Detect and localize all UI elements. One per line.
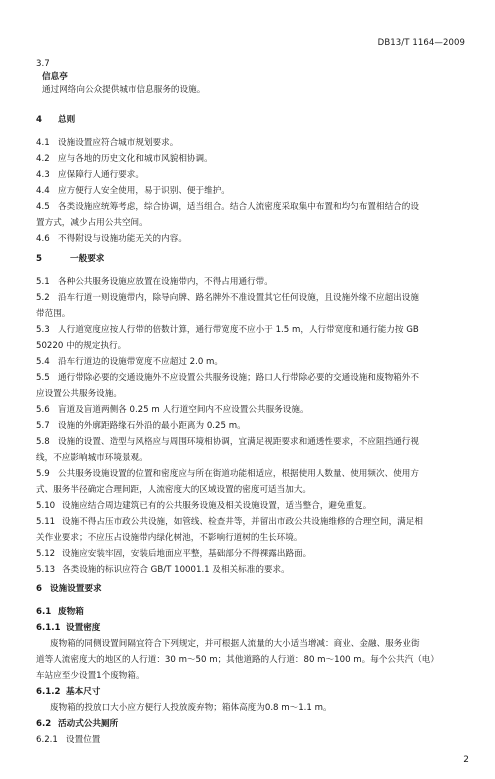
clause-5-11: 5.11 设施不得占压市政公共设施，如管线、检查井等，并留出市政公共设施维修的合理空间，满足相 <box>36 517 423 527</box>
clause-6-2-heading: 6.2 活动式公共厕所 <box>36 719 119 729</box>
clause-4-1: 4.1 设施设置应符合城市规划要求。 <box>36 138 179 148</box>
clause-5-7: 5.7 设施的外廓距路缘石外沿的最小距离为 0.25 m。 <box>36 421 246 431</box>
term-title: 信息亭 <box>42 72 68 82</box>
section-title: 总则 <box>58 115 76 125</box>
clause-4-6: 4.6 不得附设与设施功能无关的内容。 <box>36 234 187 244</box>
clause-5-2: 5.2 沿车行道一则设施带内，除导向牌、路名牌外不准设置其它任何设施，且设施外缘不应超出设施 <box>36 293 419 303</box>
clause-5-9: 5.9 公共服务设施设置的位置和密度应与所在街道功能相适应，根据使用人数量、使用频次、使用方 <box>36 469 419 479</box>
clause-6-1-2-heading: 6.1.2 基本尺寸 <box>36 687 101 697</box>
clause-5-13: 5.13 各类设施的标识应符合 GB/T 10001.1 及相关标准的要求。 <box>36 565 290 575</box>
clause-5-3: 5.3 人行道宽度应按人行带的倍数计算，通行带宽度不应小于 1.5 m，人行带宽度和通行能力按 GB <box>36 325 419 335</box>
clause-5-2-cont: 带范围。 <box>36 309 71 319</box>
clause-5-11-cont: 关作业要求；不应压占设施带内绿化树池，不影响行道树的生长环境。 <box>36 533 303 543</box>
section-6-heading: 6 设施设置要求 <box>36 584 102 594</box>
clause-5-10: 5.10 设施应结合周边建筑已有的公共服务设施及相关设施设置，适当整合，避免重复。 <box>36 501 372 511</box>
clause-6-1-2-text: 废物箱的投放口大小应方便行人投放废弃物；箱体高度为0.8 m～1.1 m。 <box>50 703 332 713</box>
clause-4-3: 4.3 应保障行人通行要求。 <box>36 170 144 180</box>
clause-5-1: 5.1 各种公共服务设施应放置在设施带内，不得占用通行带。 <box>36 277 273 287</box>
clause-5-12: 5.12 设施应安装牢固，安装后地面应平整，基础部分不得裸露出路面。 <box>36 549 312 559</box>
clause-4-2: 4.2 应与各地的历史文化和城市风貌相协调。 <box>36 154 213 164</box>
section-title: 一般要求 <box>70 254 105 264</box>
clause-4-4: 4.4 应方便行人安全使用，易于识别、便于维护。 <box>36 186 230 196</box>
section-6-body <box>36 606 467 747</box>
clause-number: 3.7 <box>36 59 50 69</box>
clause-5-9-cont: 式、服务半径确定合理间距，人流密度大的区域设置的密度可适当加大。 <box>36 485 312 495</box>
standard-code-header: DB13/T 1164—2009 <box>377 38 465 48</box>
clause-6-1-heading: 6.1 废物箱 <box>36 607 84 617</box>
section-5-heading: 5 一般要求 <box>36 254 105 264</box>
clause-6-1-1-text: 废物箱的同侧设置间隔宜符合下列规定，并可根据人流量的大小适当增减：商业、金融、服务业街 <box>50 639 420 649</box>
clause-5-5: 5.5 通行带除必要的交通设施外不应设置公共服务设施；路口人行带除必要的交通设施和废物箱外不 <box>36 373 419 383</box>
clause-6-1-1-text-cont2: 车站应至少设置1个废物箱。 <box>36 671 145 681</box>
term-definition: 通过网络向公众提供城市信息服务的设施。 <box>42 85 206 95</box>
clause-6-2-1-heading: 6.2.1 设置位置 <box>36 735 101 745</box>
clause-4-5: 4.5 各类设施应统筹考虑，综合协调，适当组合。结合人流密度采取集中布置和均匀布置相结合的设 <box>36 202 419 212</box>
clause-5-8: 5.8 设施的设置、造型与风格应与周围环境相协调，宜满足视距要求和通透性要求，不应阻挡通行视 <box>36 437 419 447</box>
clause-5-8-cont: 线，不应影响城市环境景观。 <box>36 453 148 463</box>
clause-5-6: 5.6 盲道及盲道两侧各 0.25 m 人行道空间内不应设置公共服务设施。 <box>36 405 309 415</box>
clause-5-3-cont: 50220 中的规定执行。 <box>36 341 127 351</box>
clause-4-5-cont: 置方式，减少占用公共空间。 <box>36 218 148 228</box>
section-5-body <box>36 276 467 577</box>
section-title: 设施设置要求 <box>50 584 102 594</box>
page-number: 2 <box>463 755 469 765</box>
clause-5-5-cont: 应设置公共服务设施。 <box>36 389 122 399</box>
clause-5-4: 5.4 沿车行道边的设施带宽度不应超过 2.0 m。 <box>36 357 224 367</box>
clause-3-7 <box>36 58 467 97</box>
clause-6-1-1-text-cont: 道等人流密度大的地区的人行道：30 m～50 m；其他道路的人行道：80 m～100 m。每个公共汽（电） <box>36 655 439 665</box>
clause-6-1-1-heading: 6.1.1 设置密度 <box>36 623 101 633</box>
section-4-body <box>36 137 467 246</box>
section-4-heading: 4 总则 <box>36 115 76 125</box>
